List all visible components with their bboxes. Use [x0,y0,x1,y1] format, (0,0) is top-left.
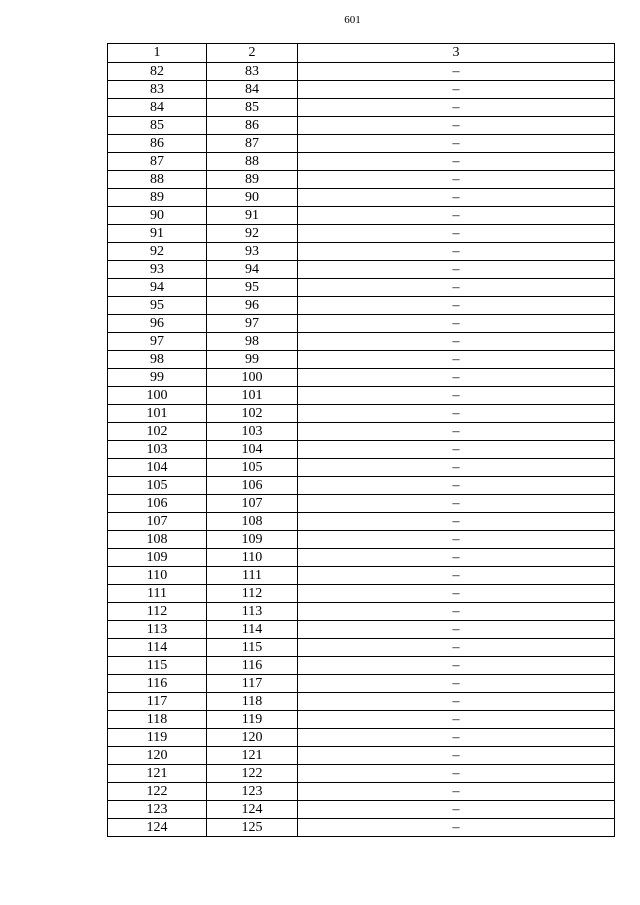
table-cell-col-3: – [298,621,615,639]
table-row [108,279,615,297]
table-cell-col-3: – [298,171,615,189]
table-cell-col-2: 95 [207,279,298,297]
table-row [108,405,615,423]
table-cell-col-2: 87 [207,135,298,153]
table-cell-col-3: – [298,153,615,171]
table-row [108,81,615,99]
table-cell-col-3: – [298,801,615,819]
table-row [108,801,615,819]
table-cell-col-3: – [298,747,615,765]
table-cell-col-2: 85 [207,99,298,117]
column-header-1: 1 [108,44,207,63]
table-row [108,63,615,81]
table-cell-col-1: 116 [108,675,207,693]
table-cell-col-1: 108 [108,531,207,549]
table-row [108,297,615,315]
table-cell-col-3: – [298,513,615,531]
table-row [108,639,615,657]
table-cell-col-3: – [298,567,615,585]
table-cell-col-3: – [298,549,615,567]
table-cell-col-2: 120 [207,729,298,747]
table-cell-col-1: 102 [108,423,207,441]
table-cell-col-1: 86 [108,135,207,153]
table-row [108,477,615,495]
table-cell-col-1: 96 [108,315,207,333]
table-cell-col-1: 87 [108,153,207,171]
column-header-2: 2 [207,44,298,63]
table-row [108,567,615,585]
table-cell-col-2: 123 [207,783,298,801]
table-cell-col-1: 119 [108,729,207,747]
table-cell-col-3: – [298,63,615,81]
table-cell-col-3: – [298,819,615,837]
table-cell-col-3: – [298,693,615,711]
table-row [108,711,615,729]
table-cell-col-1: 88 [108,171,207,189]
table-cell-col-2: 104 [207,441,298,459]
table-cell-col-1: 110 [108,567,207,585]
table-cell-col-3: – [298,369,615,387]
table-row [108,261,615,279]
table-row [108,657,615,675]
table-row [108,783,615,801]
table-cell-col-3: – [298,207,615,225]
table-cell-col-1: 107 [108,513,207,531]
table-cell-col-3: – [298,333,615,351]
table-row [108,693,615,711]
table-cell-col-2: 119 [207,711,298,729]
table-cell-col-2: 103 [207,423,298,441]
table-cell-col-3: – [298,783,615,801]
table-cell-col-2: 108 [207,513,298,531]
table-row [108,315,615,333]
table-cell-col-3: – [298,189,615,207]
table-cell-col-2: 109 [207,531,298,549]
table-row [108,513,615,531]
table-cell-col-1: 106 [108,495,207,513]
table-cell-col-1: 92 [108,243,207,261]
table-cell-col-1: 117 [108,693,207,711]
table-row [108,441,615,459]
table-cell-col-1: 101 [108,405,207,423]
table-cell-col-2: 93 [207,243,298,261]
table-cell-col-2: 98 [207,333,298,351]
table-row [108,819,615,837]
table-cell-col-2: 122 [207,765,298,783]
table-cell-col-1: 114 [108,639,207,657]
table-row [108,747,615,765]
table-cell-col-3: – [298,423,615,441]
table-cell-col-1: 121 [108,765,207,783]
table-cell-col-1: 93 [108,261,207,279]
table-cell-col-3: – [298,441,615,459]
table-cell-col-1: 109 [108,549,207,567]
table-cell-col-1: 100 [108,387,207,405]
table-cell-col-3: – [298,639,615,657]
table-row [108,675,615,693]
table-row [108,765,615,783]
table-cell-col-3: – [298,351,615,369]
table-cell-col-3: – [298,711,615,729]
table-cell-col-2: 88 [207,153,298,171]
table-cell-col-2: 106 [207,477,298,495]
table-row [108,207,615,225]
table-cell-col-2: 94 [207,261,298,279]
table-cell-col-2: 90 [207,189,298,207]
table-row [108,225,615,243]
table-cell-col-2: 101 [207,387,298,405]
table-cell-col-2: 113 [207,603,298,621]
table-cell-col-2: 125 [207,819,298,837]
table-cell-col-1: 115 [108,657,207,675]
table-cell-col-1: 99 [108,369,207,387]
table-cell-col-1: 82 [108,63,207,81]
table-cell-col-2: 107 [207,495,298,513]
table-cell-col-3: – [298,729,615,747]
table-cell-col-3: – [298,405,615,423]
table-cell-col-3: – [298,225,615,243]
table-cell-col-3: – [298,765,615,783]
table-cell-col-1: 98 [108,351,207,369]
table-cell-col-2: 99 [207,351,298,369]
table-cell-col-2: 84 [207,81,298,99]
table-cell-col-1: 122 [108,783,207,801]
table-row [108,603,615,621]
table-cell-col-3: – [298,477,615,495]
table-cell-col-3: – [298,99,615,117]
table-cell-col-2: 105 [207,459,298,477]
table-cell-col-1: 84 [108,99,207,117]
table-cell-col-1: 91 [108,225,207,243]
table-cell-col-2: 102 [207,405,298,423]
data-table [107,43,615,837]
page-number: 601 [344,14,361,26]
table-cell-col-3: – [298,135,615,153]
table-cell-col-2: 89 [207,171,298,189]
table-cell-col-2: 111 [207,567,298,585]
table-row [108,171,615,189]
table-cell-col-2: 92 [207,225,298,243]
table-row [108,459,615,477]
table-cell-col-3: – [298,387,615,405]
table-cell-col-2: 114 [207,621,298,639]
table-cell-col-3: – [298,531,615,549]
table-row [108,153,615,171]
table-body [108,63,615,837]
table-cell-col-1: 105 [108,477,207,495]
table-cell-col-1: 113 [108,621,207,639]
table-row [108,243,615,261]
table-row [108,135,615,153]
table-cell-col-2: 115 [207,639,298,657]
table-cell-col-1: 112 [108,603,207,621]
table-cell-col-2: 117 [207,675,298,693]
table-cell-col-1: 90 [108,207,207,225]
table-row [108,387,615,405]
table-row [108,333,615,351]
table-cell-col-3: – [298,117,615,135]
table-cell-col-1: 89 [108,189,207,207]
table-cell-col-1: 85 [108,117,207,135]
table-cell-col-1: 123 [108,801,207,819]
table-cell-col-3: – [298,495,615,513]
table-cell-col-1: 94 [108,279,207,297]
table-cell-col-3: – [298,657,615,675]
table-row [108,99,615,117]
table-cell-col-2: 83 [207,63,298,81]
table-cell-col-3: – [298,279,615,297]
table-cell-col-2: 116 [207,657,298,675]
table-row [108,369,615,387]
table-cell-col-2: 110 [207,549,298,567]
table-row [108,549,615,567]
table-cell-col-3: – [298,603,615,621]
table-cell-col-2: 118 [207,693,298,711]
table-cell-col-1: 104 [108,459,207,477]
table-cell-col-1: 103 [108,441,207,459]
table-row [108,351,615,369]
table-row [108,531,615,549]
table-cell-col-2: 86 [207,117,298,135]
table-cell-col-2: 124 [207,801,298,819]
table-header-row [108,44,615,63]
table-row [108,495,615,513]
table-cell-col-2: 112 [207,585,298,603]
table-cell-col-1: 111 [108,585,207,603]
table-row [108,423,615,441]
table-cell-col-3: – [298,459,615,477]
table-cell-col-3: – [298,315,615,333]
table-cell-col-3: – [298,81,615,99]
table-cell-col-3: – [298,243,615,261]
table-cell-col-3: – [298,675,615,693]
table-cell-col-3: – [298,297,615,315]
table-cell-col-3: – [298,585,615,603]
column-header-3: 3 [298,44,615,63]
table-cell-col-3: – [298,261,615,279]
table-cell-col-1: 97 [108,333,207,351]
table-cell-col-1: 118 [108,711,207,729]
table-cell-col-2: 100 [207,369,298,387]
table-row [108,189,615,207]
table-row [108,585,615,603]
table-cell-col-2: 97 [207,315,298,333]
table-row [108,729,615,747]
table-row [108,117,615,135]
table-cell-col-1: 124 [108,819,207,837]
table-cell-col-2: 121 [207,747,298,765]
table-row [108,621,615,639]
table-cell-col-2: 96 [207,297,298,315]
table-cell-col-1: 95 [108,297,207,315]
table-cell-col-2: 91 [207,207,298,225]
table-cell-col-1: 120 [108,747,207,765]
table-cell-col-1: 83 [108,81,207,99]
